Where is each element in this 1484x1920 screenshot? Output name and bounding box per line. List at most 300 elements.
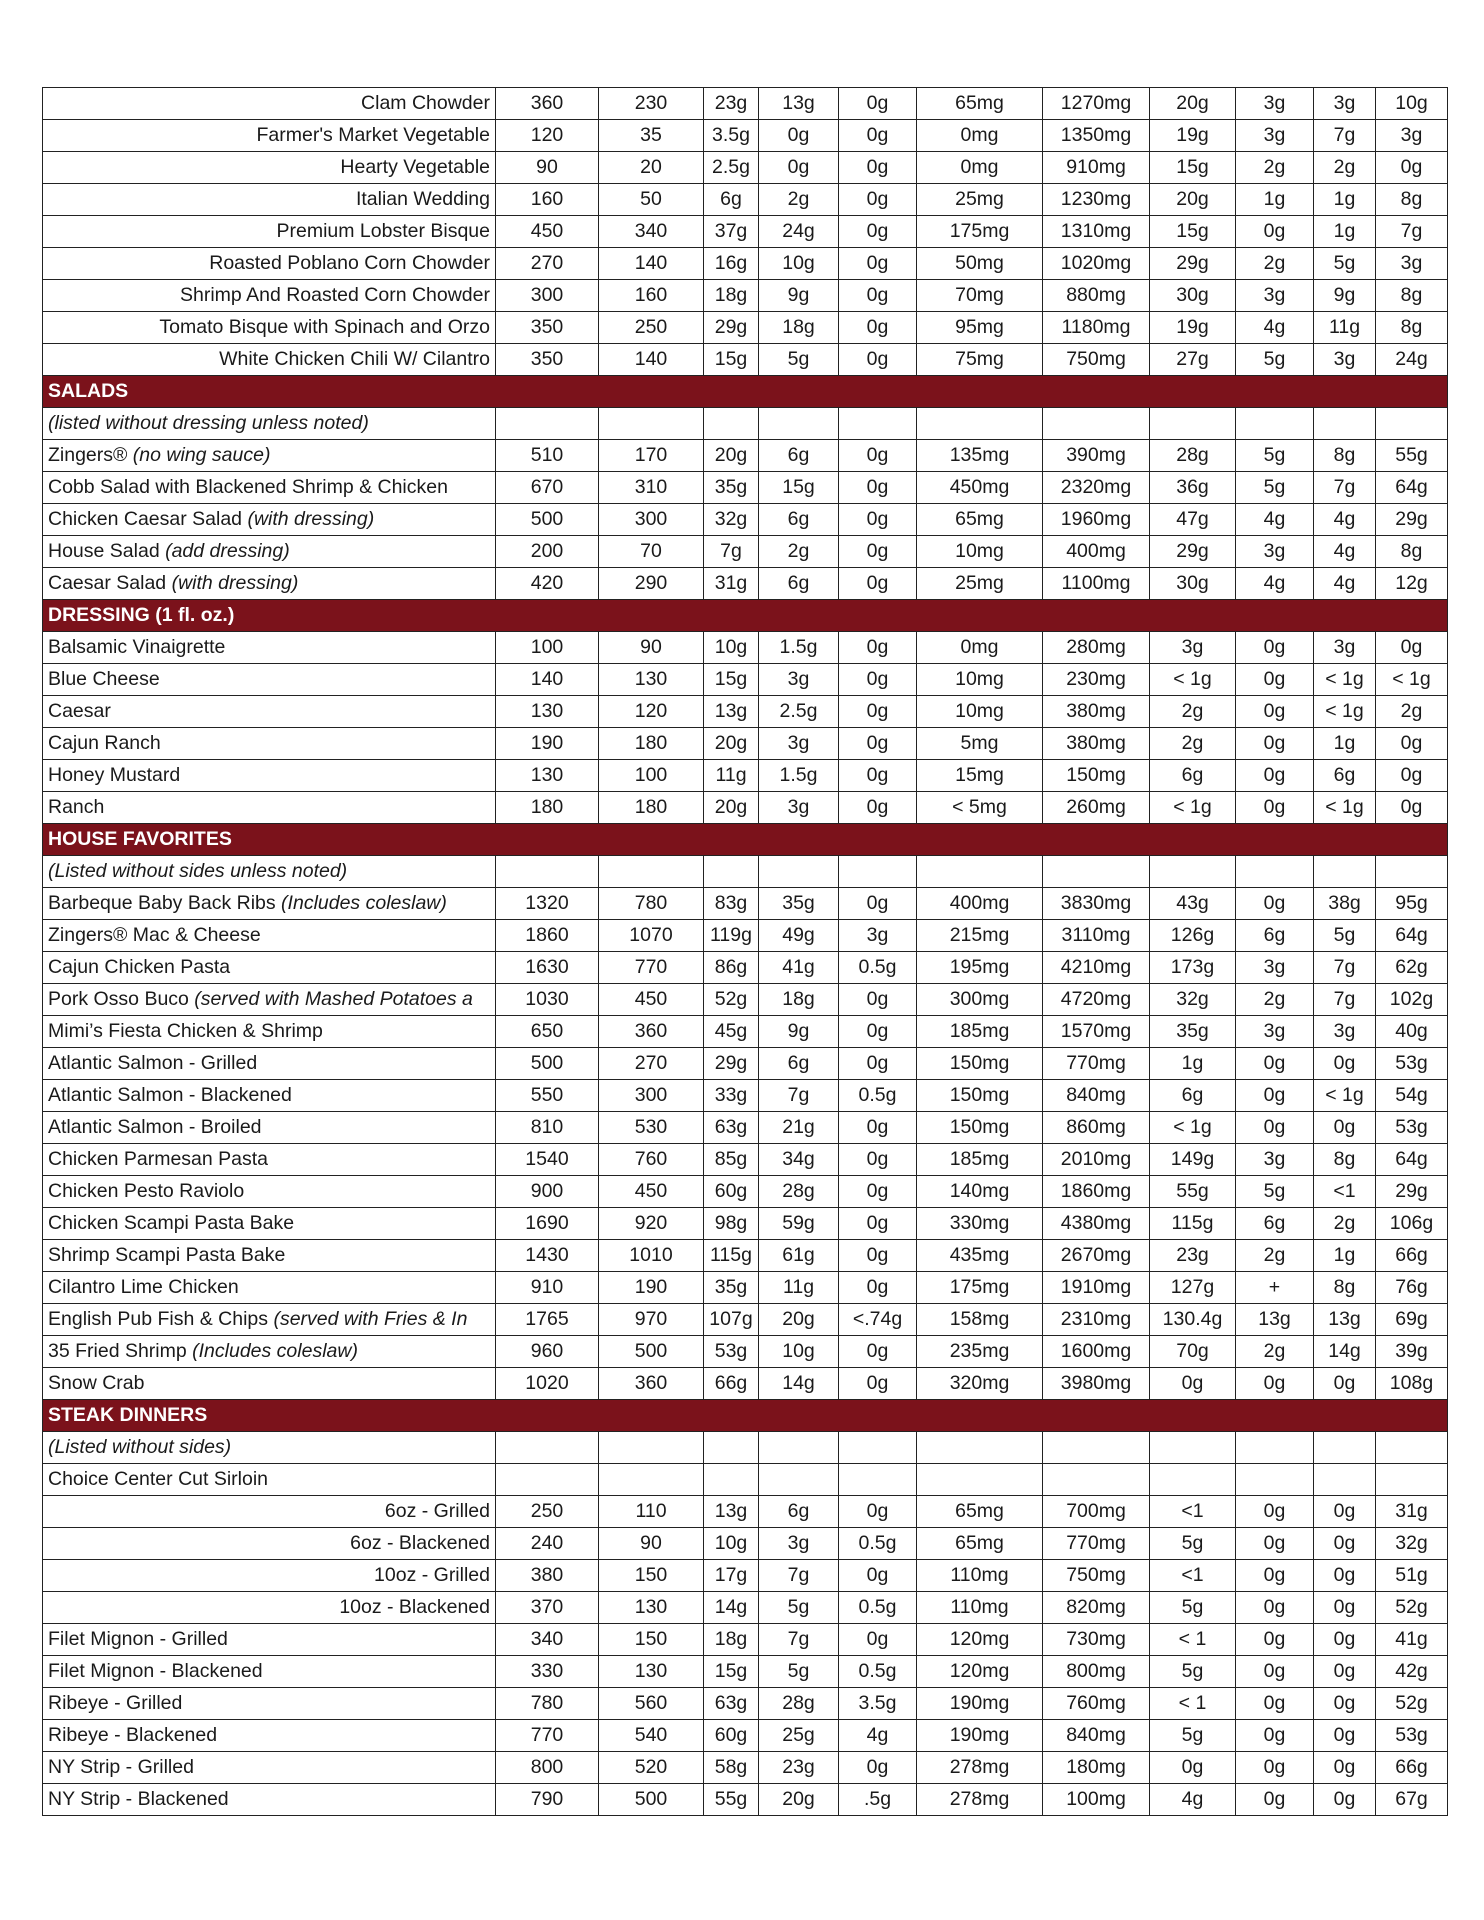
nutrient-value: 1310mg bbox=[1043, 216, 1150, 248]
nutrient-value: 780 bbox=[496, 1688, 599, 1720]
nutrient-value: 0g bbox=[1236, 632, 1314, 664]
nutrient-value: 450mg bbox=[917, 472, 1043, 504]
nutrient-value: 270 bbox=[496, 248, 599, 280]
item-name bbox=[43, 568, 496, 600]
nutrient-value: 920 bbox=[599, 1208, 704, 1240]
nutrient-value: 2g bbox=[759, 536, 839, 568]
nutrient-value: 3g bbox=[1314, 88, 1376, 120]
item-name-text: Balsamic Vinaigrette bbox=[48, 636, 226, 658]
nutrient-value: 7g bbox=[759, 1560, 839, 1592]
nutrition-table bbox=[42, 87, 1448, 1816]
nutrient-value: 110mg bbox=[917, 1592, 1043, 1624]
nutrient-value: 5g bbox=[759, 1656, 839, 1688]
nutrient-value: 0g bbox=[1376, 792, 1448, 824]
nutrient-value: 5g bbox=[1236, 1176, 1314, 1208]
table-row bbox=[43, 1496, 1448, 1528]
nutrient-value: 2g bbox=[1376, 696, 1448, 728]
nutrient-value: 35g bbox=[1150, 1016, 1236, 1048]
table-row bbox=[43, 920, 1448, 952]
table-row bbox=[43, 1624, 1448, 1656]
nutrient-value bbox=[704, 1432, 759, 1464]
nutrient-value: 37g bbox=[704, 216, 759, 248]
nutrient-value: 55g bbox=[1150, 1176, 1236, 1208]
item-name bbox=[43, 1048, 496, 1080]
nutrient-value: 0g bbox=[839, 1560, 917, 1592]
nutrient-value: 0g bbox=[839, 1048, 917, 1080]
nutrient-value: 0g bbox=[839, 472, 917, 504]
item-note: (no wing sauce) bbox=[127, 444, 271, 466]
item-name bbox=[43, 1560, 496, 1592]
item-name-text: Pork Osso Buco bbox=[48, 988, 189, 1010]
table-row bbox=[43, 536, 1448, 568]
table-row bbox=[43, 472, 1448, 504]
nutrient-value: 24g bbox=[759, 216, 839, 248]
nutrient-value: 10g bbox=[704, 632, 759, 664]
nutrient-value: 18g bbox=[759, 984, 839, 1016]
nutrient-value: 3g bbox=[1236, 1144, 1314, 1176]
nutrient-value: 32g bbox=[1150, 984, 1236, 1016]
nutrient-value: 4210mg bbox=[1043, 952, 1150, 984]
nutrient-value: 5g bbox=[1150, 1656, 1236, 1688]
nutrient-value: 500 bbox=[599, 1336, 704, 1368]
nutrient-value: 770mg bbox=[1043, 1048, 1150, 1080]
nutrient-value: 0g bbox=[1236, 1624, 1314, 1656]
nutrient-value: 1540 bbox=[496, 1144, 599, 1176]
nutrient-value: 150mg bbox=[917, 1112, 1043, 1144]
nutrient-value: 25mg bbox=[917, 568, 1043, 600]
nutrient-value: 1030 bbox=[496, 984, 599, 1016]
nutrient-value: 0g bbox=[839, 216, 917, 248]
nutrient-value: 450 bbox=[599, 1176, 704, 1208]
nutrient-value: 400mg bbox=[917, 888, 1043, 920]
table-row bbox=[43, 632, 1448, 664]
nutrient-value bbox=[1314, 1432, 1376, 1464]
nutrient-value: 160 bbox=[496, 184, 599, 216]
nutrient-value: 3.5g bbox=[839, 1688, 917, 1720]
nutrient-value: 1g bbox=[1236, 184, 1314, 216]
nutrient-value: 0g bbox=[839, 344, 917, 376]
nutrient-value: 63g bbox=[704, 1112, 759, 1144]
nutrient-value: 53g bbox=[1376, 1720, 1448, 1752]
nutrient-value: 500 bbox=[496, 504, 599, 536]
section-header bbox=[43, 1400, 1448, 1432]
item-name-text: 6oz - Grilled bbox=[384, 1500, 490, 1522]
nutrient-value: 32g bbox=[1376, 1528, 1448, 1560]
nutrient-value: 3g bbox=[1236, 1016, 1314, 1048]
nutrient-value: < 1g bbox=[1314, 792, 1376, 824]
item-name-text: (Listed without sides) bbox=[48, 1436, 232, 1458]
nutrient-value: 3g bbox=[759, 728, 839, 760]
nutrient-value: 270 bbox=[599, 1048, 704, 1080]
nutrient-value bbox=[839, 1432, 917, 1464]
nutrient-value: 10g bbox=[759, 248, 839, 280]
nutrient-value: 11g bbox=[759, 1272, 839, 1304]
nutrient-value: 0g bbox=[1314, 1720, 1376, 1752]
nutrient-value: 50 bbox=[599, 184, 704, 216]
nutrient-value: 67g bbox=[1376, 1784, 1448, 1816]
item-name bbox=[43, 184, 496, 216]
nutrient-value: 750mg bbox=[1043, 1560, 1150, 1592]
table-row bbox=[43, 344, 1448, 376]
table-row bbox=[43, 312, 1448, 344]
nutrient-value: 23g bbox=[704, 88, 759, 120]
nutrient-value: 130 bbox=[599, 664, 704, 696]
nutrient-value: 3.5g bbox=[704, 120, 759, 152]
item-name-text: Caesar bbox=[48, 700, 111, 722]
item-name bbox=[43, 1752, 496, 1784]
item-name-text: Farmer's Market Vegetable bbox=[256, 124, 490, 146]
item-name-text: 35 Fried Shrimp bbox=[48, 1340, 187, 1362]
nutrient-value: 100 bbox=[599, 760, 704, 792]
nutrient-value bbox=[496, 408, 599, 440]
nutrient-value: 7g bbox=[759, 1080, 839, 1112]
nutrient-value: 1070 bbox=[599, 920, 704, 952]
nutrient-value: 31g bbox=[704, 568, 759, 600]
table-row bbox=[43, 1720, 1448, 1752]
item-name-text: Blue Cheese bbox=[48, 668, 160, 690]
item-name-text: Choice Center Cut Sirloin bbox=[48, 1468, 269, 1490]
nutrient-value: 360 bbox=[496, 88, 599, 120]
table-row bbox=[43, 1688, 1448, 1720]
nutrient-value: 1180mg bbox=[1043, 312, 1150, 344]
nutrient-value: 10mg bbox=[917, 696, 1043, 728]
nutrient-value: 540 bbox=[599, 1720, 704, 1752]
nutrient-value: 840mg bbox=[1043, 1080, 1150, 1112]
nutrient-value: 185mg bbox=[917, 1144, 1043, 1176]
nutrient-value: 380 bbox=[496, 1560, 599, 1592]
nutrient-value: 960 bbox=[496, 1336, 599, 1368]
nutrient-value: 64g bbox=[1376, 1144, 1448, 1176]
nutrient-value: 810 bbox=[496, 1112, 599, 1144]
nutrient-value: 61g bbox=[759, 1240, 839, 1272]
item-name bbox=[43, 440, 496, 472]
nutrient-value: 0mg bbox=[917, 632, 1043, 664]
nutrient-value: 110 bbox=[599, 1496, 704, 1528]
nutrient-value: 130.4g bbox=[1150, 1304, 1236, 1336]
nutrient-value bbox=[599, 1432, 704, 1464]
item-name-text: English Pub Fish & Chips bbox=[48, 1308, 269, 1330]
nutrient-value: 1.5g bbox=[759, 632, 839, 664]
table-row bbox=[43, 440, 1448, 472]
nutrient-value: 1020 bbox=[496, 1368, 599, 1400]
nutrient-value: 18g bbox=[704, 1624, 759, 1656]
nutrient-value: 20g bbox=[704, 440, 759, 472]
nutrient-value: 83g bbox=[704, 888, 759, 920]
nutrient-value bbox=[1043, 1464, 1150, 1496]
nutrient-value: 420 bbox=[496, 568, 599, 600]
nutrient-value: 8g bbox=[1376, 184, 1448, 216]
nutrient-value: 1.5g bbox=[759, 760, 839, 792]
nutrient-value: 4380mg bbox=[1043, 1208, 1150, 1240]
nutrient-value: 60g bbox=[704, 1176, 759, 1208]
nutrient-value: 0g bbox=[1236, 696, 1314, 728]
nutrient-value: 120mg bbox=[917, 1656, 1043, 1688]
nutrient-value: 29g bbox=[704, 1048, 759, 1080]
item-name-text: Atlantic Salmon - Broiled bbox=[48, 1116, 262, 1138]
nutrient-value: 2g bbox=[1236, 1336, 1314, 1368]
nutrient-value: 790 bbox=[496, 1784, 599, 1816]
nutrient-value: 910mg bbox=[1043, 152, 1150, 184]
nutrient-value: 840mg bbox=[1043, 1720, 1150, 1752]
item-name bbox=[43, 280, 496, 312]
item-name-text: Chicken Scampi Pasta Bake bbox=[48, 1212, 295, 1234]
nutrient-value: 0g bbox=[1314, 1752, 1376, 1784]
nutrient-value: 0g bbox=[759, 120, 839, 152]
nutrient-value: 370 bbox=[496, 1592, 599, 1624]
nutrient-value: 24g bbox=[1376, 344, 1448, 376]
nutrient-value bbox=[1314, 1464, 1376, 1496]
nutrient-value: 0.5g bbox=[839, 1656, 917, 1688]
nutrient-value: 330mg bbox=[917, 1208, 1043, 1240]
nutrient-value: 800 bbox=[496, 1752, 599, 1784]
nutrient-value: 1320 bbox=[496, 888, 599, 920]
nutrient-value: 750mg bbox=[1043, 344, 1150, 376]
nutrient-value: 55g bbox=[704, 1784, 759, 1816]
item-name bbox=[43, 344, 496, 376]
nutrient-value: 54g bbox=[1376, 1080, 1448, 1112]
nutrient-value: 28g bbox=[759, 1176, 839, 1208]
nutrient-value bbox=[496, 1464, 599, 1496]
nutrient-value: 7g bbox=[1376, 216, 1448, 248]
nutrient-value bbox=[1376, 408, 1448, 440]
nutrient-value: 0g bbox=[839, 1112, 917, 1144]
item-name-text: Premium Lobster Bisque bbox=[276, 220, 490, 242]
nutrient-value: 29g bbox=[1376, 1176, 1448, 1208]
nutrient-value: 650 bbox=[496, 1016, 599, 1048]
nutrient-value: 5g bbox=[1314, 248, 1376, 280]
nutrient-value: 12g bbox=[1376, 568, 1448, 600]
nutrient-value: 860mg bbox=[1043, 1112, 1150, 1144]
nutrient-value: 1630 bbox=[496, 952, 599, 984]
nutrient-value: <1 bbox=[1150, 1496, 1236, 1528]
item-name bbox=[43, 664, 496, 696]
item-name-text: Filet Mignon - Blackened bbox=[48, 1660, 263, 1682]
nutrient-value: < 1g bbox=[1314, 664, 1376, 696]
nutrient-value: 0g bbox=[1314, 1528, 1376, 1560]
nutrient-value: 0g bbox=[839, 440, 917, 472]
item-name bbox=[43, 1368, 496, 1400]
item-name bbox=[43, 504, 496, 536]
nutrient-value: 58g bbox=[704, 1752, 759, 1784]
nutrient-value: 6g bbox=[1150, 1080, 1236, 1112]
item-name-text: Roasted Poblano Corn Chowder bbox=[209, 252, 490, 274]
nutrient-value: 59g bbox=[759, 1208, 839, 1240]
item-name-text: Cobb Salad with Blackened Shrimp & Chicken bbox=[48, 476, 448, 498]
nutrient-value: 0g bbox=[839, 312, 917, 344]
table-row bbox=[43, 728, 1448, 760]
nutrient-value: 8g bbox=[1376, 536, 1448, 568]
nutrient-value: 55g bbox=[1376, 440, 1448, 472]
nutrient-value: 2g bbox=[1150, 728, 1236, 760]
nutrient-value: 150mg bbox=[1043, 760, 1150, 792]
item-name-text: 10oz - Blackened bbox=[339, 1596, 490, 1618]
nutrient-value: 8g bbox=[1314, 440, 1376, 472]
nutrient-value bbox=[704, 856, 759, 888]
nutrient-value: 450 bbox=[599, 984, 704, 1016]
nutrient-value: 1350mg bbox=[1043, 120, 1150, 152]
nutrient-value: 230 bbox=[599, 88, 704, 120]
nutrient-value: < 1g bbox=[1314, 1080, 1376, 1112]
item-name bbox=[43, 728, 496, 760]
nutrient-value: 19g bbox=[1150, 120, 1236, 152]
item-name-text: Hearty Vegetable bbox=[340, 156, 490, 178]
item-name-text: Honey Mustard bbox=[48, 764, 181, 786]
nutrient-value bbox=[1314, 856, 1376, 888]
nutrient-value: 42g bbox=[1376, 1656, 1448, 1688]
nutrient-value: 230mg bbox=[1043, 664, 1150, 696]
nutrient-value: 11g bbox=[704, 760, 759, 792]
nutrient-value: 21g bbox=[759, 1112, 839, 1144]
item-name bbox=[43, 1432, 496, 1464]
item-name bbox=[43, 248, 496, 280]
item-name-text: 10oz - Grilled bbox=[374, 1564, 490, 1586]
nutrient-value: 5g bbox=[759, 1592, 839, 1624]
nutrient-value: 64g bbox=[1376, 920, 1448, 952]
nutrient-value: 95g bbox=[1376, 888, 1448, 920]
nutrient-value bbox=[839, 1464, 917, 1496]
item-name-text: Shrimp And Roasted Corn Chowder bbox=[180, 284, 490, 306]
nutrient-value: 0g bbox=[1314, 1624, 1376, 1656]
nutrient-value: 0g bbox=[1236, 1592, 1314, 1624]
nutrient-value: 32g bbox=[704, 504, 759, 536]
nutrient-value: 180 bbox=[599, 792, 704, 824]
nutrient-value: 90 bbox=[599, 1528, 704, 1560]
nutrient-value: 135mg bbox=[917, 440, 1043, 472]
nutrient-value: 3g bbox=[1236, 88, 1314, 120]
nutrient-value: 380mg bbox=[1043, 696, 1150, 728]
item-name-text: NY Strip - Blackened bbox=[48, 1788, 229, 1810]
nutrient-value: 43g bbox=[1150, 888, 1236, 920]
nutrient-value: 3110mg bbox=[1043, 920, 1150, 952]
nutrient-value: 100mg bbox=[1043, 1784, 1150, 1816]
item-name bbox=[43, 1176, 496, 1208]
nutrient-value bbox=[1236, 1432, 1314, 1464]
table-row bbox=[43, 568, 1448, 600]
nutrient-value: 0g bbox=[1314, 1368, 1376, 1400]
nutrient-value: 108g bbox=[1376, 1368, 1448, 1400]
nutrient-value: 0g bbox=[1236, 216, 1314, 248]
nutrient-value: 6g bbox=[759, 568, 839, 600]
nutrient-value: 770 bbox=[599, 952, 704, 984]
nutrient-value: 380mg bbox=[1043, 728, 1150, 760]
nutrient-value: < 1g bbox=[1150, 1112, 1236, 1144]
item-name-text: 6oz - Blackened bbox=[350, 1532, 490, 1554]
nutrient-value: <.74g bbox=[839, 1304, 917, 1336]
table-row bbox=[43, 1784, 1448, 1816]
nutrient-value: 18g bbox=[759, 312, 839, 344]
nutrient-value: 6g bbox=[759, 440, 839, 472]
nutrient-value: 6g bbox=[1236, 920, 1314, 952]
nutrient-value: 10mg bbox=[917, 664, 1043, 696]
nutrient-value: 3g bbox=[1314, 632, 1376, 664]
item-name bbox=[43, 984, 496, 1016]
nutrient-value bbox=[1236, 408, 1314, 440]
nutrient-value: 130 bbox=[496, 760, 599, 792]
nutrient-value: 28g bbox=[759, 1688, 839, 1720]
item-note: (Includes coleslaw) bbox=[275, 892, 447, 914]
table-row bbox=[43, 760, 1448, 792]
nutrient-value: 3g bbox=[1236, 280, 1314, 312]
nutrient-value: 53g bbox=[1376, 1112, 1448, 1144]
nutrient-value: 27g bbox=[1150, 344, 1236, 376]
nutrient-value: 0g bbox=[1150, 1752, 1236, 1784]
item-name-text: Shrimp Scampi Pasta Bake bbox=[48, 1244, 286, 1266]
nutrient-value bbox=[759, 408, 839, 440]
nutrient-value: 530 bbox=[599, 1112, 704, 1144]
nutrient-value: 20 bbox=[599, 152, 704, 184]
nutrient-value: 510 bbox=[496, 440, 599, 472]
nutrient-value: 62g bbox=[1376, 952, 1448, 984]
nutrient-value: 120mg bbox=[917, 1624, 1043, 1656]
nutrient-value bbox=[1150, 856, 1236, 888]
item-name-text: Zingers® bbox=[48, 444, 128, 466]
nutrient-value: 160 bbox=[599, 280, 704, 312]
nutrient-value: 69g bbox=[1376, 1304, 1448, 1336]
nutrient-value: 300 bbox=[599, 1080, 704, 1112]
nutrient-value: 320mg bbox=[917, 1368, 1043, 1400]
nutrient-value: 130 bbox=[496, 696, 599, 728]
item-name bbox=[43, 1080, 496, 1112]
nutrient-value: 9g bbox=[759, 280, 839, 312]
nutrient-value: 250 bbox=[496, 1496, 599, 1528]
nutrient-value: 86g bbox=[704, 952, 759, 984]
nutrient-value: 2g bbox=[759, 184, 839, 216]
nutrient-value: 350 bbox=[496, 344, 599, 376]
nutrient-value: 0g bbox=[839, 1144, 917, 1176]
nutrient-value: 140 bbox=[599, 248, 704, 280]
item-name bbox=[43, 1528, 496, 1560]
nutrient-value: 190mg bbox=[917, 1688, 1043, 1720]
nutrient-value: 3g bbox=[1376, 120, 1448, 152]
nutrient-value: 0g bbox=[839, 1496, 917, 1528]
nutrient-value: 0g bbox=[1236, 1080, 1314, 1112]
nutrient-value: 7g bbox=[704, 536, 759, 568]
nutrient-value: 560 bbox=[599, 1688, 704, 1720]
item-name bbox=[43, 1272, 496, 1304]
item-name-text: (listed without dressing unless noted) bbox=[48, 412, 369, 434]
table-row bbox=[43, 504, 1448, 536]
nutrient-value: 45g bbox=[704, 1016, 759, 1048]
nutrient-value: 1270mg bbox=[1043, 88, 1150, 120]
nutrient-value: 0g bbox=[839, 88, 917, 120]
nutrient-value: 30g bbox=[1150, 568, 1236, 600]
table-row bbox=[43, 792, 1448, 824]
note-row bbox=[43, 1432, 1448, 1464]
table-row bbox=[43, 184, 1448, 216]
nutrient-value: 1g bbox=[1314, 184, 1376, 216]
nutrient-value: 0g bbox=[839, 984, 917, 1016]
nutrient-value: 0g bbox=[1314, 1656, 1376, 1688]
nutrient-value bbox=[1150, 1432, 1236, 1464]
nutrient-value: 7g bbox=[1314, 984, 1376, 1016]
nutrient-value: 6g bbox=[759, 1048, 839, 1080]
nutrient-value: 8g bbox=[1314, 1272, 1376, 1304]
nutrient-value bbox=[599, 856, 704, 888]
table-row bbox=[43, 1176, 1448, 1208]
nutrient-value: <1 bbox=[1150, 1560, 1236, 1592]
nutrient-value: + bbox=[1236, 1272, 1314, 1304]
item-name bbox=[43, 1464, 496, 1496]
nutrient-value: 38g bbox=[1314, 888, 1376, 920]
nutrient-value: 0g bbox=[1236, 1688, 1314, 1720]
nutrient-value: 3g bbox=[759, 664, 839, 696]
nutrient-value: 10g bbox=[1376, 88, 1448, 120]
nutrient-value: 20g bbox=[704, 792, 759, 824]
nutrient-value: 3g bbox=[1236, 536, 1314, 568]
item-name-text: Filet Mignon - Grilled bbox=[48, 1628, 228, 1650]
nutrient-value bbox=[599, 408, 704, 440]
nutrient-value: 5g bbox=[1150, 1720, 1236, 1752]
